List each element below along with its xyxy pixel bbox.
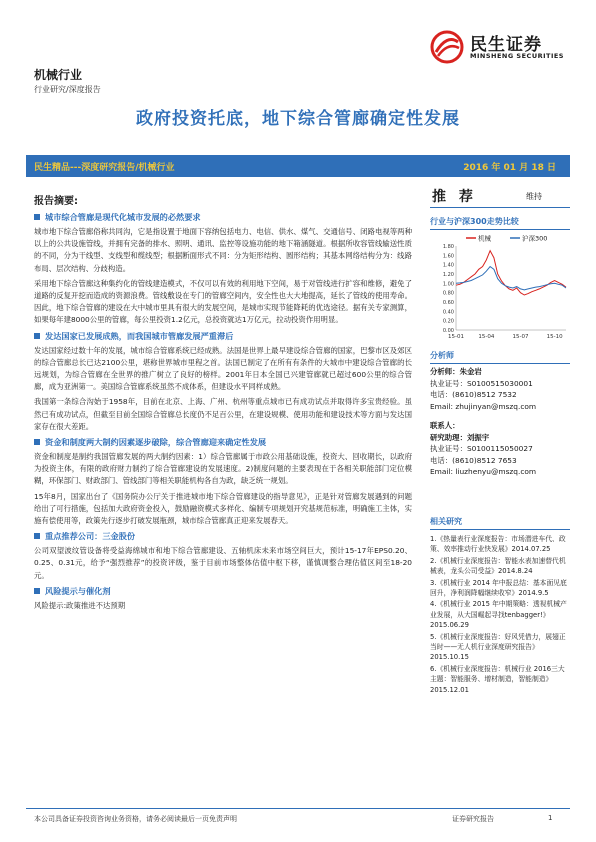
rating-box	[430, 186, 570, 208]
summary-paragraph: 公司双望波纹管设备将受益海绵城市和地下综合管廊建设、五轴机床未来市场空间巨大，预计15-17年EPS0.20、0.25、0.31元，给予“强烈推荐”的投资评级，鉴于目前市场整体估值中枢下移，谨慎调整合理估值区间至18-20元。	[34, 546, 412, 580]
chart-section-title: 行业与沪深300走势比较	[430, 216, 570, 230]
summary-paragraph: 发达国家经过数十年的发展，城市综合管廊系统已经成熟。法国是世界上最早建设综合管廊的国家，巴黎市区及郊区的综合管廊总长已达2100公里，堪称世界城市里程之首。法国已制定了在所有有条件的大城市中建设综合管廊的长远规划，为综合管廊在全世界的推广树立了良好的榜样。2001年日本全国已兴建管廊就已超过600公里的综合管廊，成为亚洲第一。美国综合管廊系统虽然不成体系，但建设水平同样成熟。	[34, 345, 412, 392]
analyst-line: Email: zhujinyan@mszq.com	[430, 401, 537, 411]
footer-divider	[26, 808, 570, 809]
y-tick-label: 1.20	[442, 272, 454, 278]
footer-doc-type: 证券研究报告	[452, 815, 494, 823]
analyst-line: Email: liuzhenyu@mszq.com	[430, 467, 537, 476]
y-tick-label: 1.80	[442, 244, 454, 250]
y-tick-label: 0.60	[442, 300, 454, 306]
band-date: 2016 年 01 月 18 日	[463, 163, 556, 173]
summary-heading	[34, 212, 412, 223]
band-series-label: 民生精品---深度研究报告/机械行业	[34, 163, 175, 173]
summary-heading	[34, 531, 412, 542]
analyst-section-title: 分析师	[430, 350, 570, 364]
summary-heading	[34, 586, 412, 597]
analyst-line: 分析师：朱金岩	[430, 367, 482, 376]
minsheng-logo-icon	[430, 30, 464, 64]
y-tick-label: 1.40	[442, 262, 454, 269]
x-tick-label: 15-04	[478, 334, 495, 340]
x-tick-label: 15-07	[512, 334, 529, 340]
summary-heading-text: 资金和制度两大制约因素逐步破除，综合管廊迎来确定性发展	[45, 437, 267, 448]
y-tick-label: 1.00	[442, 281, 454, 288]
report-type-label: 行业研究/深度报告	[34, 85, 101, 94]
summary-heading-text: 发达国家已发展成熟，而我国城市管廊发展严重滞后	[45, 330, 234, 341]
summary-paragraph: 15年8月，国家出台了《国务院办公厅关于推进城市地下综合管廊建设的指导意见》，正是针对管廊发展遇到的问题给出了可行措施，包括加大政府资金投入，鼓励融资模式多样化、编制专项规划开究基规范标准，明确施工主体，实施有偿使用等，政策先行逐步打破发展瓶颈，城市综合管廊真正迎来发展春天。	[34, 491, 412, 526]
series-line	[456, 251, 566, 295]
summary-paragraph: 采用地下综合管廊这种集约化的管线建造模式，不仅可以有效的利用地下空间，易于对管线进行扩容和维修，避免了道路的反复开挖而造成的资源浪费。管线敷设在专门的管廊空间内，安全性也大大地提高，延长了管线的使用寿命。因此，地下综合管廊的建设在大中城市里具有很大的发展空间，是城市实现节能降耗的优选途径。据有关专家测算，如果每年建8000公里的管廊，每公里投资1.2亿元，总投资就达1万亿元，拉动投资作用明显。	[34, 278, 412, 325]
y-tick-label: 0.80	[442, 290, 454, 297]
summary-heading	[34, 331, 412, 342]
brand-name-cn: 民生证券	[470, 35, 542, 55]
related-research-item: 5.《机械行业深度报告：好风凭借力，展翅正当时——无人机行业深度研究报告》2015.10.15	[430, 632, 566, 662]
industry-label: 机械行业	[34, 68, 83, 82]
legend-label: 机械	[478, 234, 491, 243]
series-line	[456, 267, 566, 290]
y-tick-label: 0.00	[442, 328, 454, 334]
analyst-block	[430, 366, 570, 478]
page-number: 1	[548, 814, 553, 822]
analyst-line: 执业证号：S0100115050027	[430, 444, 533, 453]
x-tick-label: 15-10	[546, 334, 563, 340]
bullet-square-icon	[34, 439, 40, 445]
related-research-item: 6.《机械行业深度报告：机械行业 2016三大主题：智能服务、增材制造，智能制造》2015.12.01	[430, 664, 565, 694]
summary-heading-text: 风险提示与催化剂	[45, 585, 111, 596]
summary-heading	[34, 437, 412, 448]
brand-name-en: MINSHENG SECURITIES	[470, 52, 564, 60]
x-tick-label: 15-01	[448, 334, 464, 340]
trend-chart	[430, 232, 570, 344]
summary-title: 报告摘要:	[34, 196, 78, 207]
analyst-line: 联系人：	[430, 421, 460, 430]
header-band	[26, 155, 570, 177]
related-research-item: 3.《机械行业 2014 年中报总结：基本面见底回升，净利润降幅继续收窄》2014.9.5	[430, 578, 567, 598]
analyst-line: 电话：(8610)8512 7653	[430, 455, 517, 465]
summary-paragraph: 我国第一条综合沟始于1958年，目前在北京、上海、广州、杭州等重点城市已有成功试点并取得许多宝贵经验。虽然已有成功试点，但截至目前全国综合管廊总长度仍不足百公里，在建设规模、使用功能和建设技术等方面与发达国家存在很大差距。	[34, 397, 412, 431]
analyst-line: 执业证号：S0100515030001	[430, 378, 533, 388]
related-section-title: 相关研究	[430, 516, 570, 530]
brand-logo	[430, 28, 570, 68]
legend-label: 沪深300	[522, 234, 548, 243]
summary-paragraph: 风险提示:政策推进不达预期	[34, 600, 126, 610]
related-research-item: 2.《机械行业深度报告：智能水表加速替代机械表，龙头公司受益》2014.8.24	[430, 556, 566, 576]
bullet-square-icon	[34, 214, 40, 220]
y-tick-label: 0.20	[442, 318, 454, 325]
summary-body	[34, 208, 412, 612]
related-research-item: 1.《热量表行业深度报告：市场潜进车代、政策、效率推动行业快发展》2014.07.25	[430, 535, 566, 554]
summary-paragraph: 城市地下综合管廊俗称共同沟，它是指设置于地面下容纳包括电力、电信、供水、煤气、交通信号、闭路电视等两种以上的公共设施管线，并拥有完备的排水、照明、通讯、监控等设施功能的地下箱涵隧道。根据所收容管线输送性质的不同，分为干线型、支线型和缆线型；根据断面形式不同：分为矩形结构、圆形结构；其基本网络结构分为：线路布局、层次结构、分歧构造。	[34, 227, 412, 273]
related-research-item: 4.《机械行业 2015 年中期策略：透视机械产业发展，从大国崛起寻找tenbagger!》2015.06.29	[430, 600, 567, 630]
report-title: 政府投资托底，地下综合管廊确定性发展	[136, 109, 460, 129]
bullet-square-icon	[34, 588, 40, 594]
summary-heading-text: 城市综合管廊是现代化城市发展的必然要求	[45, 212, 201, 222]
analyst-line: 电话：(8610)8512 7532	[430, 390, 517, 399]
y-tick-label: 1.60	[442, 253, 454, 260]
summary-paragraph: 资金和制度是制约我国管廊发展的两大制约因素：1）综合管廊属于市政公用基础设施，投资大、回收期长，以政府为投资主体，有限的政府财力制约了综合管廊建设的发展速度。2)制度问题的主要表现在于各相关职能部门定位模糊，环保部门、财政部门、管线部门等相关职能机构各自为政，缺乏统一规划。	[34, 452, 412, 486]
rating-status: 维持	[526, 192, 542, 201]
bullet-square-icon	[34, 533, 40, 539]
analyst-line: 研究助理：刘振宇	[430, 432, 490, 442]
summary-heading-text: 重点推荐公司：三金股份	[45, 531, 136, 542]
related-research-list	[430, 534, 570, 696]
y-tick-label: 0.40	[442, 309, 454, 316]
rating-label: 推 荐	[432, 189, 477, 205]
bullet-square-icon	[34, 333, 40, 339]
footer-disclaimer: 本公司具备证券投资咨询业务资格，请务必阅读最后一页免责声明	[34, 815, 237, 823]
